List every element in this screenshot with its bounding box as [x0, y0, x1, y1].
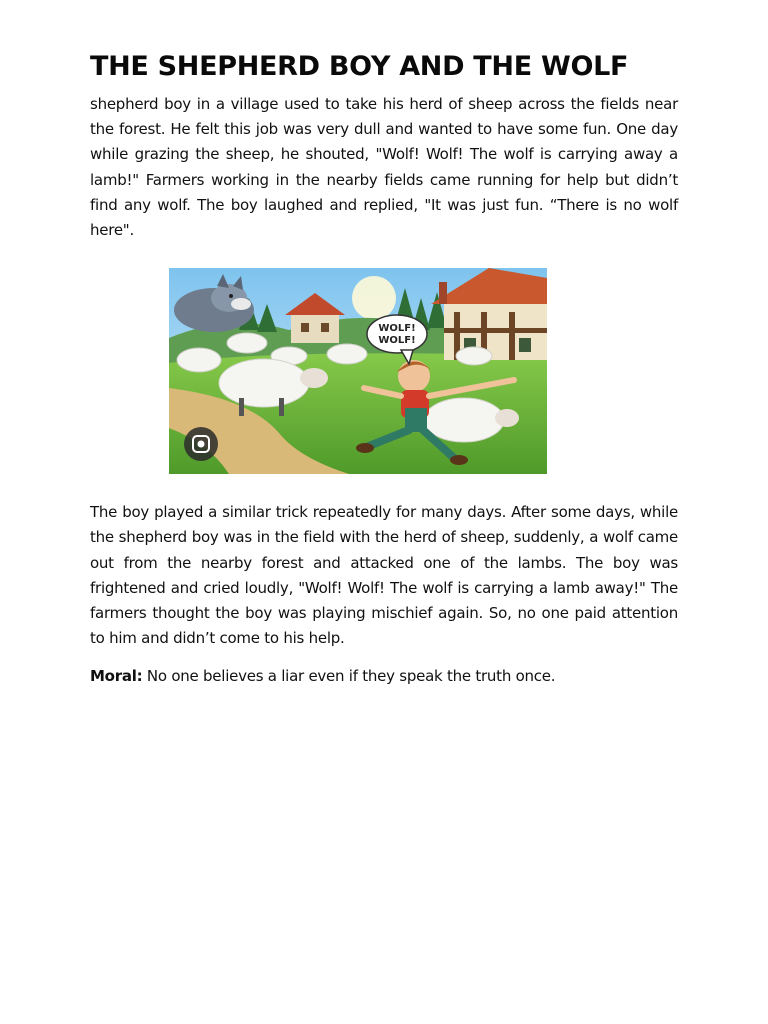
speech-text-line1: WOLF! — [378, 323, 416, 335]
lens-icon[interactable] — [184, 427, 218, 461]
moral-label: Moral: — [90, 667, 143, 686]
story-paragraph-2: The boy played a similar trick repeatedly for many days. After some days, while the shepherd boy was in the field with the herd of sheep, suddenly, a wolf came out from the nearby forest and attacked one of the lambs. The boy was frightened and cried loudly, "Wolf! Wolf! The wolf is carrying a lamb away!" The farmers thought the boy was playing mischief again. So, no one paid attention to him and didn’t come to his help. — [90, 503, 678, 648]
story-moral — [90, 664, 678, 689]
story-paragraph-1: shepherd boy in a village used to take his herd of sheep across the fields near the forest. He felt this job was very dull and wanted to have some fun. One day while grazing the sheep, he shouted, "Wolf! Wolf! The wolf is carrying away a lamb!" Farmers working in the nearby fields came running for help but didn’t find any wolf. The boy laughed and replied, "It was just fun. “There is no wolf here". — [90, 95, 678, 240]
story-title: THE SHEPHERD BOY AND THE WOLF — [90, 51, 629, 82]
speech-text-line2: WOLF! — [378, 335, 416, 347]
story-illustration — [169, 268, 547, 474]
document-page — [90, 48, 678, 689]
moral-text: No one believes a liar even if they speak the truth once. — [142, 667, 556, 686]
